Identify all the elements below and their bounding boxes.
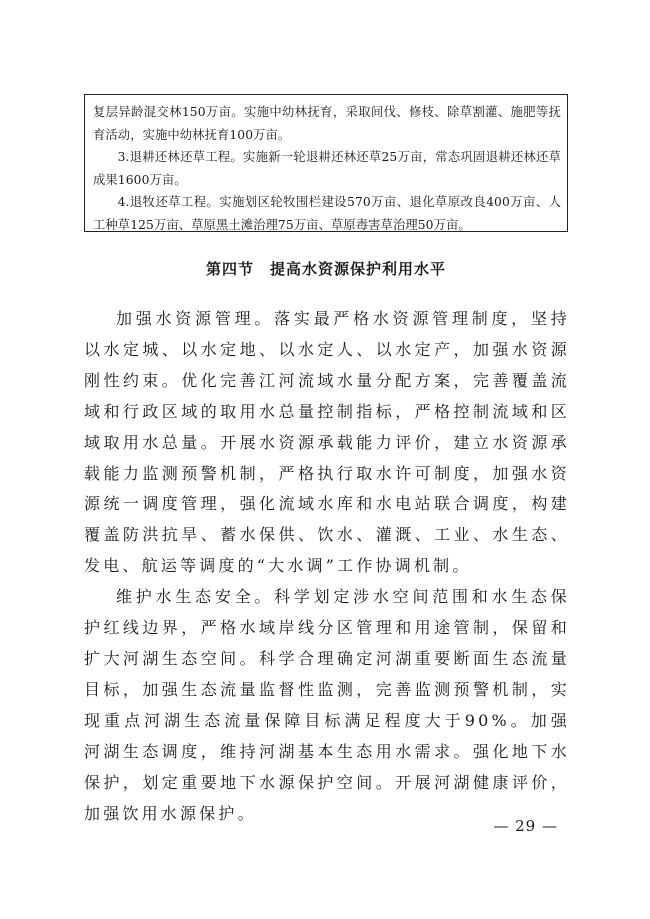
- project-box: [84, 94, 568, 232]
- paragraph-water-ecology: 维护水生态安全。科学划定涉水空间范围和水生态保护红线边界，严格水域岸线分区管理和用途管制，保留和扩大河湖生态空间。科学合理确定河湖重要断面生态流量目标，加强生态流量监督性监测，完善监测预警机制，实现重点河湖生态流量保障目标满足程度大于90%。加强河湖生态调度，维持河湖基本生态用水需求。强化地下水保护，划定重要地下水源保护空间。开展河湖健康评价，加强饮用水源保护。: [84, 587, 570, 823]
- page-number: — 29 —: [493, 817, 558, 835]
- box-line-1: 复层异龄混交林150万亩。实施中幼林抚育，采取间伐、修枝、除草割灌、施肥等抚育活动，实施中幼林抚育100万亩。: [93, 105, 561, 142]
- body-text: [84, 304, 570, 829]
- section-title: 第四节 提高水资源保护利用水平: [205, 260, 446, 278]
- box-line-3: 4.退牧还草工程。实施划区轮牧围栏建设570万亩、退化草原改良400万亩、人工种草125万亩、草原黑土滩治理75万亩、草原毒害草治理50万亩。: [93, 195, 561, 232]
- paragraph-water-management: 加强水资源管理。落实最严格水资源管理制度，坚持以水定城、以水定地、以水定人、以水定产，加强水资源刚性约束。优化完善江河流域水量分配方案，完善覆盖流域和行政区域的取用水总量控制指标，严格控制流域和区域取用水总量。开展水资源承载能力评价，建立水资源承载能力监测预警机制，严格执行取水许可制度，加强水资源统一调度管理，强化流域水库和水电站联合调度，构建覆盖防洪抗旱、蓄水保供、饮水、灌溉、工业、水生态、发电、航运等调度的“大水调”工作协调机制。: [84, 309, 570, 576]
- box-line-2: 3.退耕还林还草工程。实施新一轮退耕还林还草25万亩，常态巩固退耕还林还草成果1600万亩。: [93, 150, 561, 187]
